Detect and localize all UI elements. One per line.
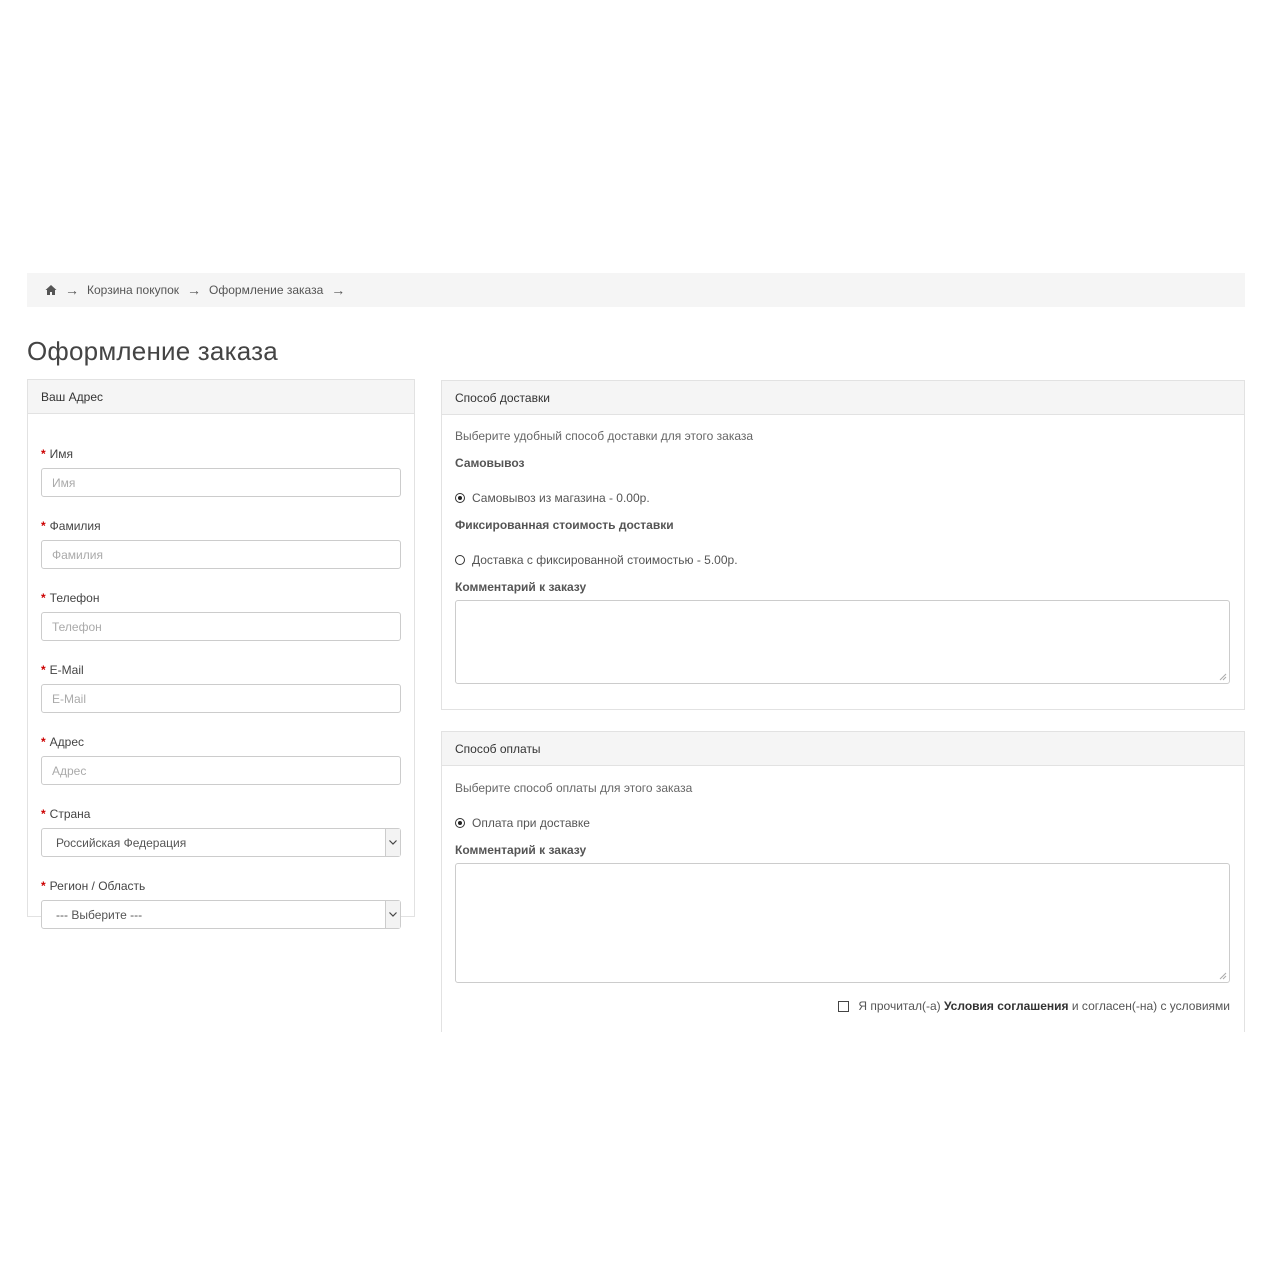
breadcrumb-home[interactable] — [45, 284, 57, 296]
breadcrumb-checkout-link[interactable]: Оформление заказа — [209, 283, 324, 297]
resize-handle-icon[interactable] — [1219, 972, 1227, 980]
phone-label: * Телефон — [41, 591, 100, 605]
email-input[interactable] — [41, 684, 401, 713]
last-name-input[interactable] — [41, 540, 401, 569]
shipping-comment-textarea[interactable] — [455, 600, 1230, 684]
shipping-panel — [441, 380, 1245, 710]
agree-checkbox[interactable] — [838, 1001, 849, 1012]
chevron-down-icon — [385, 829, 400, 856]
breadcrumb-separator: → — [187, 282, 202, 298]
address-panel-title: Ваш Адрес — [28, 380, 414, 414]
email-label: * E-Mail — [41, 663, 84, 677]
region-select-value: --- Выберите --- — [56, 907, 143, 922]
radio-button[interactable] — [455, 493, 465, 503]
shipping-intro: Выберите удобный способ доставки для этого заказа — [455, 429, 754, 443]
shipping-group-title: Самовывоз — [455, 456, 525, 470]
address-input[interactable] — [41, 756, 401, 785]
country-label: * Страна — [41, 807, 91, 821]
payment-comment-textarea[interactable] — [455, 863, 1230, 983]
payment-comment-label: Комментарий к заказу — [455, 843, 587, 857]
payment-panel-title: Способ оплаты — [442, 732, 1244, 766]
region-label: * Регион / Область — [41, 879, 146, 893]
first-name-input[interactable] — [41, 468, 401, 497]
shipping-option-pickup[interactable]: Самовывоз из магазина - 0.00р. — [455, 491, 1231, 505]
breadcrumb-cart-link[interactable]: Корзина покупок — [87, 283, 180, 297]
address-label: * Адрес — [41, 735, 85, 749]
radio-button[interactable] — [455, 818, 465, 828]
resize-handle-icon[interactable] — [1219, 673, 1227, 681]
shipping-option-fixed[interactable]: Доставка с фиксированной стоимостью - 5.00р. — [455, 553, 1231, 567]
breadcrumb-separator: → — [331, 282, 346, 298]
agree-terms-row: Я прочитал(-а) Условия соглашения и согласен(-на) с условиями — [838, 999, 1230, 1013]
payment-intro: Выберите способ оплаты для этого заказа — [455, 781, 693, 795]
breadcrumb — [27, 273, 1245, 307]
payment-panel — [441, 731, 1245, 1032]
last-name-label: * Фамилия — [41, 519, 101, 533]
payment-option-cod[interactable]: Оплата при доставке — [455, 816, 1231, 830]
country-select[interactable] — [41, 828, 401, 857]
region-select[interactable] — [41, 900, 401, 929]
chevron-down-icon — [385, 901, 400, 928]
shipping-comment-label: Комментарий к заказу — [455, 580, 587, 594]
radio-button[interactable] — [455, 555, 465, 565]
terms-link[interactable]: Условия соглашения — [943, 999, 1069, 1013]
phone-input[interactable] — [41, 612, 401, 641]
country-select-value: Российская Федерация — [56, 835, 187, 850]
breadcrumb-separator: → — [65, 282, 79, 298]
shipping-group-title: Фиксированная стоимость доставки — [455, 518, 674, 532]
first-name-label: * Имя — [41, 447, 74, 461]
home-icon — [45, 284, 57, 296]
address-panel — [27, 379, 415, 922]
page-title: Оформление заказа — [27, 336, 278, 366]
shipping-panel-title: Способ доставки — [442, 381, 1244, 415]
